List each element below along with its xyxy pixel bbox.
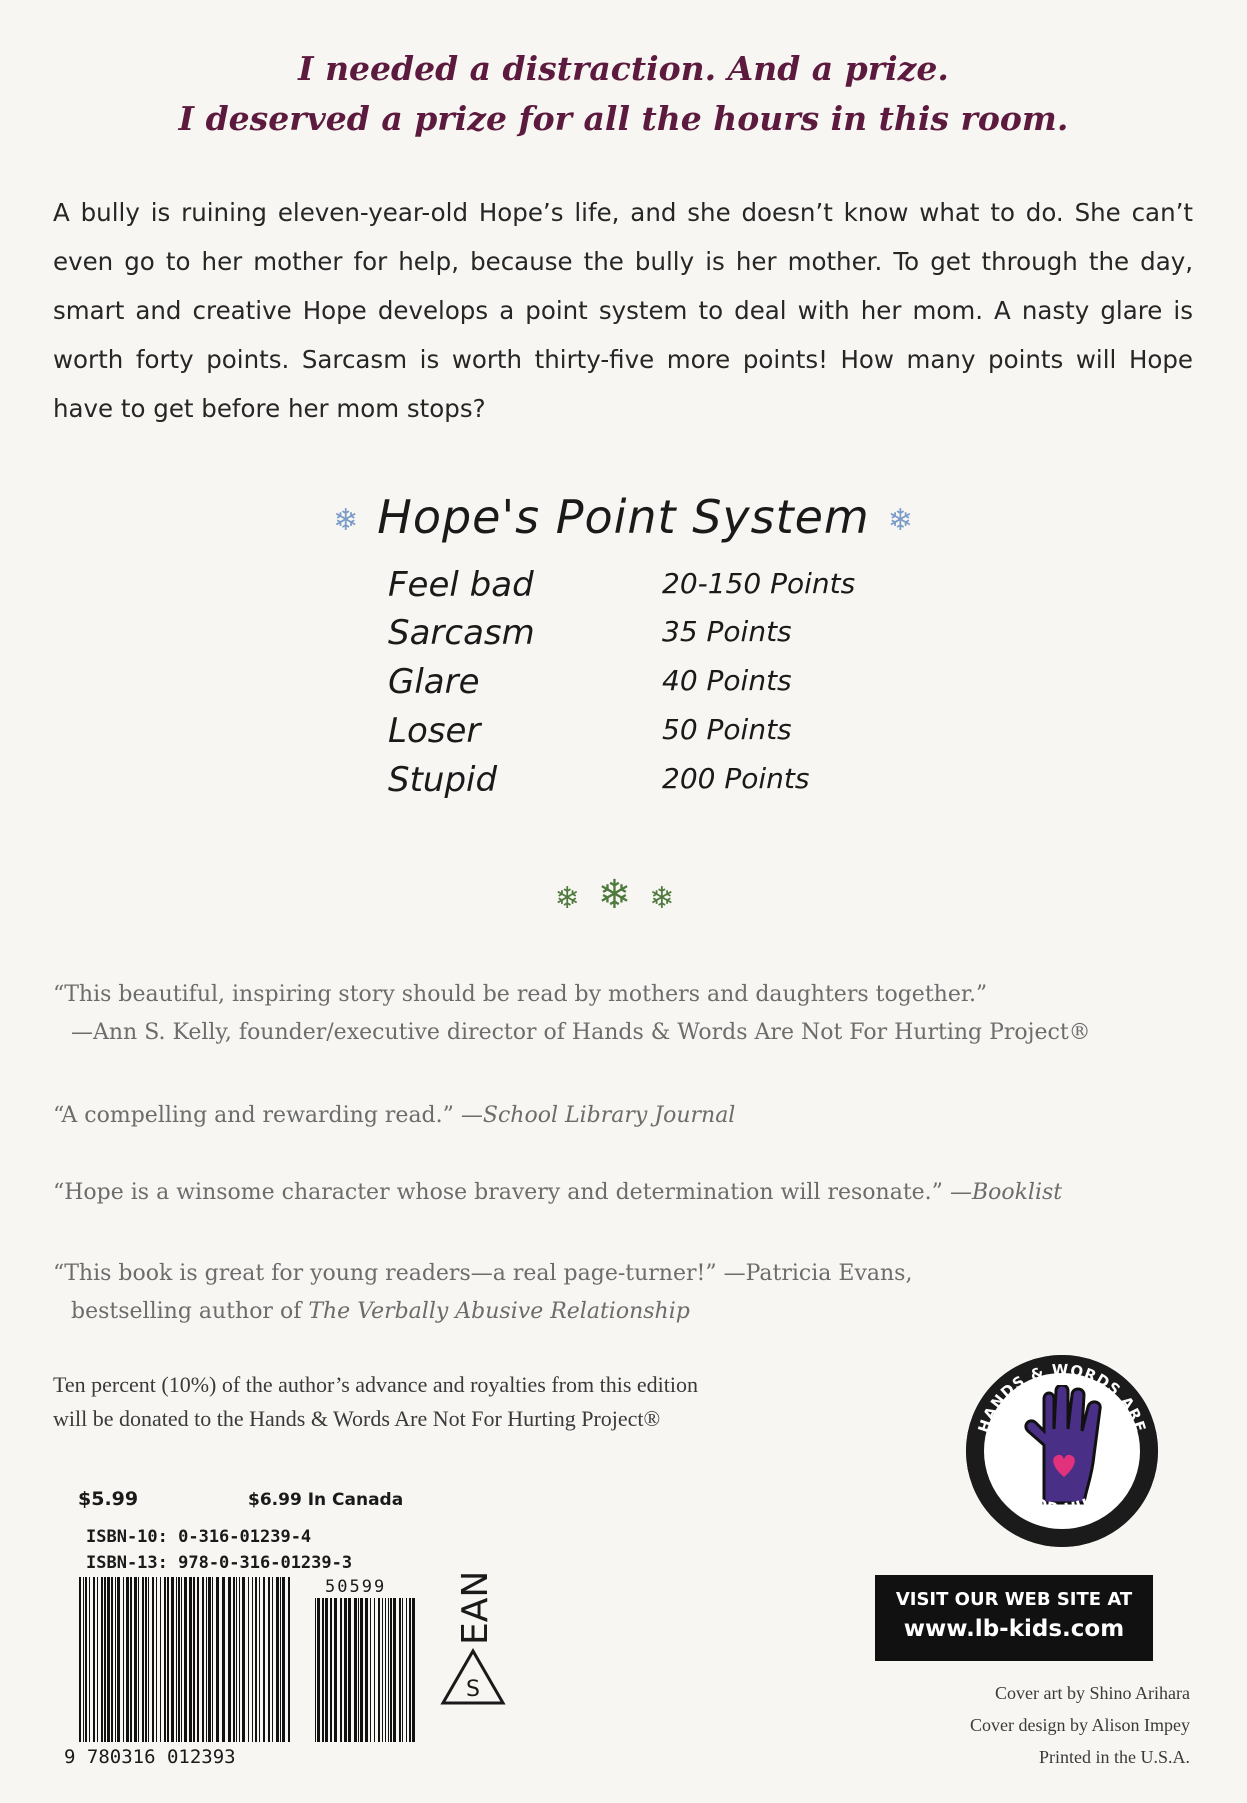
barcode-bar bbox=[317, 1598, 320, 1742]
barcode-bar bbox=[390, 1598, 392, 1742]
barcode-bar bbox=[233, 1577, 235, 1742]
barcode-bar bbox=[378, 1598, 380, 1742]
barcode-bar bbox=[330, 1598, 332, 1742]
point-row-name: Stupid bbox=[388, 760, 498, 800]
barcode-bar bbox=[374, 1598, 375, 1742]
svg-text:HANDS & WORDS ARE bbox=[974, 1361, 1149, 1435]
quote-attribution: —Ann S. Kelly, founder/executive director of Hands & Words Are Not For Hurting Project® bbox=[71, 1020, 1091, 1045]
barcode-bar bbox=[242, 1577, 245, 1742]
barcode-bar bbox=[255, 1577, 257, 1742]
barcode-bar bbox=[406, 1598, 407, 1742]
barcode-bar bbox=[142, 1577, 144, 1742]
barcode-bar bbox=[138, 1577, 139, 1742]
barcode-bar bbox=[97, 1577, 98, 1742]
quote-source: —Booklist bbox=[949, 1180, 1063, 1205]
barcode-bar bbox=[259, 1577, 260, 1742]
barcode-bar bbox=[126, 1577, 129, 1742]
barcode-bar bbox=[315, 1598, 316, 1742]
point-row-name: Sarcasm bbox=[388, 613, 535, 653]
donation-line-1: Ten percent (10%) of the author’s advance and royalties from this edition bbox=[53, 1372, 699, 1397]
quote-text: “This book is great for young readers—a real page-turner!” bbox=[53, 1261, 717, 1286]
barcode-bar bbox=[85, 1577, 87, 1742]
barcode-bar bbox=[263, 1577, 265, 1742]
barcode-bar bbox=[382, 1598, 383, 1742]
barcode-bar bbox=[334, 1598, 337, 1742]
quote-text: “A compelling and rewarding read.” bbox=[53, 1103, 454, 1128]
point-row bbox=[388, 711, 908, 759]
barcode-bar bbox=[402, 1598, 403, 1742]
barcode-bar bbox=[276, 1577, 279, 1742]
logo-bottom-text: NOT FOR HURTING bbox=[992, 1461, 1132, 1518]
quote-source: —School Library Journal bbox=[460, 1103, 736, 1128]
point-row-name: Loser bbox=[388, 711, 481, 751]
point-row-name: Glare bbox=[388, 662, 480, 702]
barcode-bar bbox=[282, 1577, 285, 1742]
barcode-bar bbox=[216, 1577, 219, 1742]
barcode-bar bbox=[123, 1577, 124, 1742]
barcode-bar bbox=[181, 1577, 182, 1742]
barcode-bar bbox=[360, 1598, 363, 1742]
barcode-bar bbox=[167, 1577, 169, 1742]
barcode-bar bbox=[325, 1598, 328, 1742]
snowflake-icon: ❄ bbox=[554, 881, 598, 916]
barcode-bar bbox=[385, 1598, 386, 1742]
quote-text: “Hope is a winsome character whose bravery and determination will resonate.” bbox=[53, 1180, 943, 1205]
barcode-bar bbox=[145, 1577, 147, 1742]
barcode-bar bbox=[197, 1577, 199, 1742]
barcode-bar bbox=[107, 1577, 110, 1742]
barcode-bar bbox=[280, 1577, 281, 1742]
point-row-value: 20-150 Points bbox=[662, 567, 856, 600]
isbn-10: ISBN-10: 0-316-01239-4 bbox=[86, 1527, 312, 1547]
barcode-bar bbox=[189, 1577, 192, 1742]
barcode-bar bbox=[134, 1577, 137, 1742]
attribution-book-title: The Verbally Abusive Relationship bbox=[308, 1299, 690, 1324]
barcode-bar bbox=[388, 1598, 389, 1742]
ean-label: EAN bbox=[455, 1570, 496, 1645]
website-box bbox=[875, 1575, 1153, 1661]
svg-text:NOT FOR HURTING bbox=[992, 1461, 1132, 1518]
barcode-bar bbox=[288, 1577, 290, 1742]
barcode-bar bbox=[236, 1577, 237, 1742]
point-row bbox=[388, 760, 908, 808]
barcode-bar bbox=[164, 1577, 166, 1742]
point-row bbox=[388, 613, 908, 661]
credits bbox=[860, 1677, 1190, 1773]
snowflake-icon: ❄ bbox=[597, 872, 650, 918]
donation-note bbox=[53, 1368, 953, 1436]
barcode-bar bbox=[156, 1577, 157, 1742]
website-label: VISIT OUR WEB SITE AT bbox=[895, 1589, 1133, 1610]
barcode-bar bbox=[206, 1577, 207, 1742]
barcode-bar bbox=[160, 1577, 161, 1742]
barcode-bar bbox=[344, 1598, 347, 1742]
tagline-line-2: I deserved a prize for all the hours in this room. bbox=[178, 99, 1069, 138]
price-us: $5.99 bbox=[78, 1488, 139, 1510]
barcode-bar bbox=[79, 1577, 81, 1742]
barcode-bar bbox=[111, 1577, 113, 1742]
point-row bbox=[388, 565, 908, 613]
barcode-bar bbox=[104, 1577, 106, 1742]
logo-ring-text bbox=[966, 1355, 1158, 1547]
barcode-bar bbox=[193, 1577, 195, 1742]
barcode-bar bbox=[348, 1598, 351, 1742]
review-quote bbox=[53, 1097, 1193, 1135]
ean-triangle-icon bbox=[440, 1648, 506, 1706]
barcode-bar bbox=[354, 1598, 357, 1742]
barcode-addon-number: 50599 bbox=[325, 1577, 387, 1597]
barcode-bar bbox=[117, 1577, 120, 1742]
barcode-main bbox=[79, 1577, 294, 1742]
barcode-bar bbox=[272, 1577, 273, 1742]
barcode-bar bbox=[365, 1598, 368, 1742]
synopsis-blurb: A bully is ruining eleven-year-old Hope’s life, and she doesn’t know what to do. She can’t even go to her mother for help, because the bully is her mother. To get through the day, smart and creative Hope develops a point system to deal with her mom. A nasty glare is worth forty points. Sarcasm is worth thirty-five more points! How many points will Hope have to get before her mom stops? bbox=[53, 198, 1193, 423]
barcode-bar bbox=[358, 1598, 359, 1742]
ean-triangle-letter: S bbox=[466, 1677, 480, 1702]
barcode-bar bbox=[252, 1577, 253, 1742]
barcode-bar bbox=[115, 1577, 116, 1742]
logo-top-text: HANDS & WORDS ARE bbox=[974, 1360, 1150, 1435]
point-row-value: 35 Points bbox=[662, 615, 792, 648]
quote-attribution: —Patricia Evans, bbox=[723, 1261, 913, 1286]
attribution-prefix: bestselling author of bbox=[71, 1299, 302, 1324]
barcode-bar bbox=[89, 1577, 90, 1742]
barcode-bar bbox=[152, 1577, 154, 1742]
barcode-bar bbox=[93, 1577, 95, 1742]
credit-printed: Printed in the U.S.A. bbox=[1039, 1747, 1190, 1767]
barcode-bar bbox=[340, 1598, 342, 1742]
barcode-bar bbox=[178, 1577, 180, 1742]
barcode-bar bbox=[202, 1577, 204, 1742]
barcode-bar bbox=[370, 1598, 371, 1742]
point-row-value: 40 Points bbox=[662, 664, 792, 697]
barcode-bar bbox=[212, 1577, 213, 1742]
barcode-bar bbox=[239, 1577, 240, 1742]
barcode-bar bbox=[409, 1598, 411, 1742]
point-row-name: Feel bad bbox=[388, 565, 534, 605]
barcode-bar bbox=[176, 1577, 177, 1742]
price-canada: $6.99 In Canada bbox=[248, 1490, 404, 1510]
isbn-13: ISBN-13: 978-0-316-01239-3 bbox=[86, 1553, 353, 1573]
barcode-bar bbox=[148, 1577, 149, 1742]
credit-cover-design: Cover design by Alison Impey bbox=[970, 1715, 1190, 1735]
review-quote bbox=[53, 1255, 1193, 1331]
section-divider bbox=[0, 872, 1247, 918]
snowflake-icon: ❄ bbox=[649, 881, 693, 916]
donation-line-2: will be donated to the Hands & Words Are Not For Hurting Project® bbox=[53, 1406, 661, 1431]
barcode-bar bbox=[208, 1577, 211, 1742]
barcode-bar bbox=[222, 1577, 225, 1742]
barcode-bar bbox=[83, 1577, 84, 1742]
barcode-bar bbox=[399, 1598, 401, 1742]
point-row-value: 50 Points bbox=[662, 713, 792, 746]
point-row-value: 200 Points bbox=[662, 762, 810, 795]
barcode-bar bbox=[248, 1577, 249, 1742]
barcode-bar bbox=[322, 1598, 324, 1742]
snowflake-icon: ❄ bbox=[887, 503, 914, 538]
quote-attribution-line-2 bbox=[53, 1293, 1193, 1331]
barcode-bar bbox=[412, 1598, 415, 1742]
barcode-bar bbox=[130, 1577, 132, 1742]
point-row bbox=[388, 662, 908, 710]
credit-cover-art: Cover art by Shino Arihara bbox=[995, 1683, 1190, 1703]
barcode-bar bbox=[393, 1598, 396, 1742]
point-system-heading bbox=[0, 490, 1247, 544]
quote-text: “This beautiful, inspiring story should be read by mothers and daughters together.” bbox=[53, 982, 988, 1007]
barcode-bar bbox=[171, 1577, 174, 1742]
barcode-bar bbox=[184, 1577, 187, 1742]
website-url: www.lb-kids.com bbox=[903, 1616, 1125, 1642]
barcode-bar bbox=[101, 1577, 103, 1742]
snowflake-icon: ❄ bbox=[333, 503, 360, 538]
barcode-bar bbox=[228, 1577, 231, 1742]
barcode-bar bbox=[268, 1577, 270, 1742]
barcode-digits: 9 780316 012393 bbox=[64, 1746, 236, 1768]
point-system-title: Hope's Point System bbox=[377, 490, 870, 544]
review-quote bbox=[53, 976, 1193, 1052]
tagline-line-1: I needed a distraction. And a prize. bbox=[298, 49, 949, 88]
barcode-addon bbox=[315, 1598, 416, 1742]
review-quote bbox=[53, 1174, 1193, 1212]
